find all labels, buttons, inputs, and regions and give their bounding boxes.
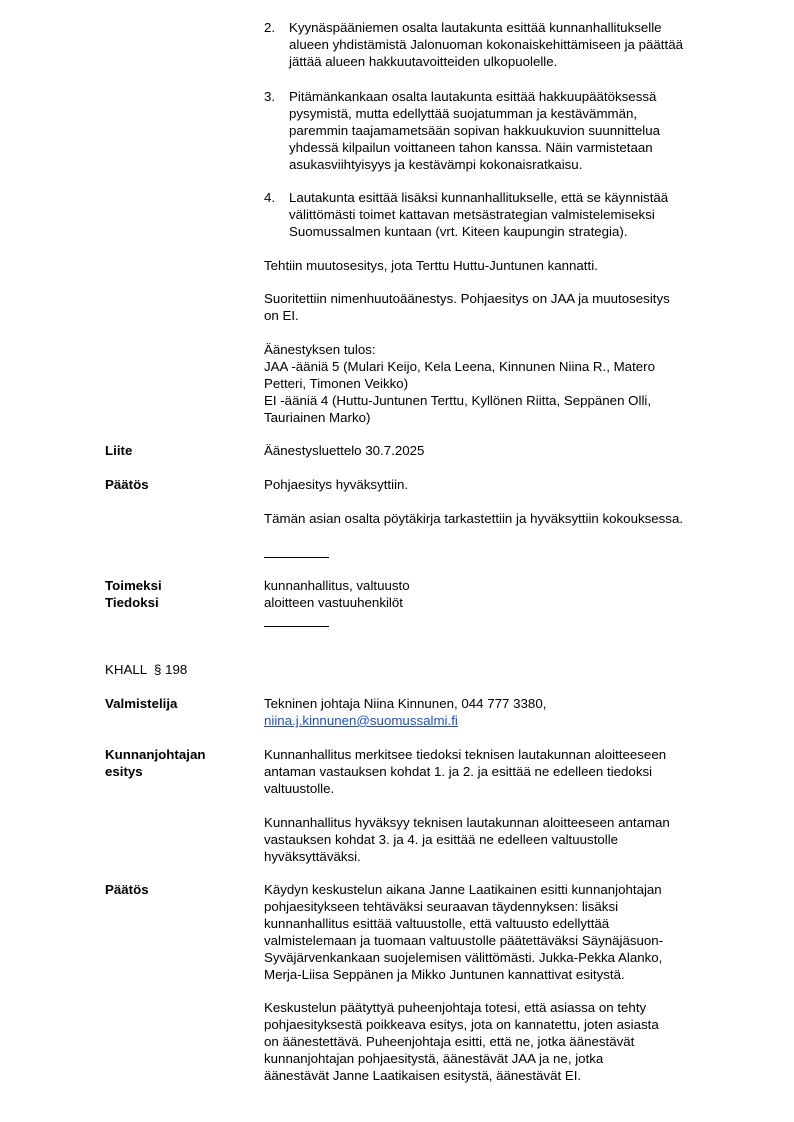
paragraph-line: hyväksyttäväksi. <box>264 849 361 864</box>
valmistelija-label: Valmistelija <box>105 696 178 711</box>
paragraph-line: antaman vastauksen kohdat 1. ja 2. ja esittää ne edelleen tiedoksi <box>264 764 653 779</box>
paatos-value: Pohjaesitys hyväksyttiin. <box>264 477 409 492</box>
list-number: 4. <box>264 190 276 205</box>
paragraph-line: Keskustelun päätyttyä puheenjohtaja totesi, että asiassa on tehty <box>264 1000 647 1015</box>
vote-result-line: EI -ääniä 4 (Huttu-Juntunen Terttu, Kyllönen Riitta, Seppänen Olli, <box>264 393 652 408</box>
vote-result-line: Petteri, Timonen Veikko) <box>264 376 409 391</box>
list-line: yhdessä kilpailun voittaneen tahon kanssa. Näin varmistetaan <box>289 140 653 155</box>
list-number: 3. <box>264 89 276 104</box>
list-item-3 <box>264 88 734 173</box>
vote-result-heading: Äänestyksen tulos: <box>264 342 376 357</box>
paragraph-line: on äänestettävä. Puheenjohtaja esitti, että ne, jotka äänestävät <box>264 1034 635 1049</box>
paragraph-line: Kunnanhallitus hyväksyy teknisen lautakunnan aloitteeseen antaman <box>264 815 670 830</box>
paragraph-line: Suoritettiin nimenhuutoäänestys. Pohjaesitys on JAA ja muutosesitys <box>264 291 670 306</box>
list-line: välittömästi toimet kattavan metsästrategian valmistelemiseksi <box>289 207 655 222</box>
separator-line <box>264 626 329 627</box>
list-line: Kyynäspääniemen osalta lautakunta esittää kunnanhallitukselle <box>289 20 662 35</box>
paragraph-line: pohjaesityksestä poikkeava esitys, jota on kannatettu, joten asiasta <box>264 1017 659 1032</box>
liite-value: Äänestysluettelo 30.7.2025 <box>264 443 425 458</box>
paragraph-line: Merja-Liisa Seppänen ja Mikko Juntunen kannattivat esitystä. <box>264 967 625 982</box>
list-line: pysymistä, mutta edellyttää suojatumman ja kestävämmän, <box>289 106 638 121</box>
list-line: alueen yhdistämistä Jalonuoman kokonaiskehittämiseen ja päättää <box>289 37 683 52</box>
valmistelija-value <box>264 695 734 729</box>
list-number: 2. <box>264 20 276 35</box>
paragraph-line: Käydyn keskustelun aikana Janne Laatikainen esitti kunnanjohtajan <box>264 882 662 897</box>
paragraph-line: kunnanhallitus esittää valtuustolle, että valtuusto edellyttää <box>264 916 610 931</box>
label-line: esitys <box>105 764 143 779</box>
list-line: jättää alueen hakkuutavoitteiden ulkopuolelle. <box>289 54 558 69</box>
paatos-note: Tämän asian osalta pöytäkirja tarkastettiin ja hyväksyttiin kokouksessa. <box>264 511 684 526</box>
paragraph-line: Syväjärvenkankaan suojelemisen välittömästi. Jukka-Pekka Alanko, <box>264 950 663 965</box>
paatos-para2 <box>264 999 734 1084</box>
list-line: Pitämänkankaan osalta lautakunta esittää hakkuupäätöksessä <box>289 89 657 104</box>
list-line: paremmin taajamametsään sopivan hakkuukuvion suunnittelua <box>289 123 661 138</box>
paragraph-line: kunnanjohtajan pohjaesitystä, äänestävät JAA ja ne, jotka <box>264 1051 604 1066</box>
tiedoksi-value: aloitteen vastuuhenkilöt <box>264 595 403 610</box>
toimeksi-value: kunnanhallitus, valtuusto <box>264 578 410 593</box>
paragraph-line: valmistelemaan ja tuomaan valtuustolle päätettäväksi Säynäjäsuon- <box>264 933 664 948</box>
label-line: Kunnanjohtajan <box>105 747 206 762</box>
muutosesitys-text: Tehtiin muutosesitys, jota Terttu Huttu-Juntunen kannatti. <box>264 258 598 273</box>
vote-result-line: JAA -ääniä 5 (Mulari Keijo, Kela Leena, Kinnunen Niina R., Matero <box>264 359 655 374</box>
email-link[interactable]: niina.j.kinnunen@suomussalmi.fi <box>264 713 458 728</box>
list-line: Lautakunta esittää lisäksi kunnanhallitukselle, että se käynnistää <box>289 190 669 205</box>
list-item-2 <box>264 19 734 70</box>
paragraph-line: pohjaesitykseen tehtäväksi seuraavan täydennyksen: lisäksi <box>264 899 619 914</box>
tiedoksi-label: Tiedoksi <box>105 595 159 610</box>
nimenhuuto-paragraph <box>264 290 734 324</box>
paragraph-line: on EI. <box>264 308 299 323</box>
section-reference: KHALL § 198 <box>105 662 188 677</box>
paragraph-line: Kunnanhallitus merkitsee tiedoksi teknisen lautakunnan aloitteeseen <box>264 747 667 762</box>
valmistelija-name: Tekninen johtaja Niina Kinnunen, 044 777 3380, <box>264 696 547 711</box>
vote-result <box>264 341 734 426</box>
separator-line <box>264 557 329 558</box>
paatos-label: Päätös <box>105 477 149 492</box>
liite-label: Liite <box>105 443 133 458</box>
list-item-4 <box>264 189 734 240</box>
kunnanjohtajan-esitys-para1 <box>264 746 734 797</box>
paragraph-line: valtuustolle. <box>264 781 335 796</box>
paragraph-line: vastauksen kohdat 3. ja 4. ja esittää ne edelleen valtuustolle <box>264 832 619 847</box>
toimeksi-label: Toimeksi <box>105 578 162 593</box>
kunnanjohtajan-esitys-label <box>105 746 205 780</box>
list-line: Suomussalmen kuntaan (vrt. Kiteen kaupungin strategia). <box>289 224 628 239</box>
vote-result-line: Tauriainen Marko) <box>264 410 371 425</box>
paragraph-line: äänestävät Janne Laatikaisen esitystä, äänestävät EI. <box>264 1068 582 1083</box>
paatos-para1 <box>264 881 734 983</box>
kunnanjohtajan-esitys-para2 <box>264 814 734 865</box>
list-line: asukasviihtyisyys ja kestävämpi kokonaisratkaisu. <box>289 157 583 172</box>
paatos-label: Päätös <box>105 882 149 897</box>
